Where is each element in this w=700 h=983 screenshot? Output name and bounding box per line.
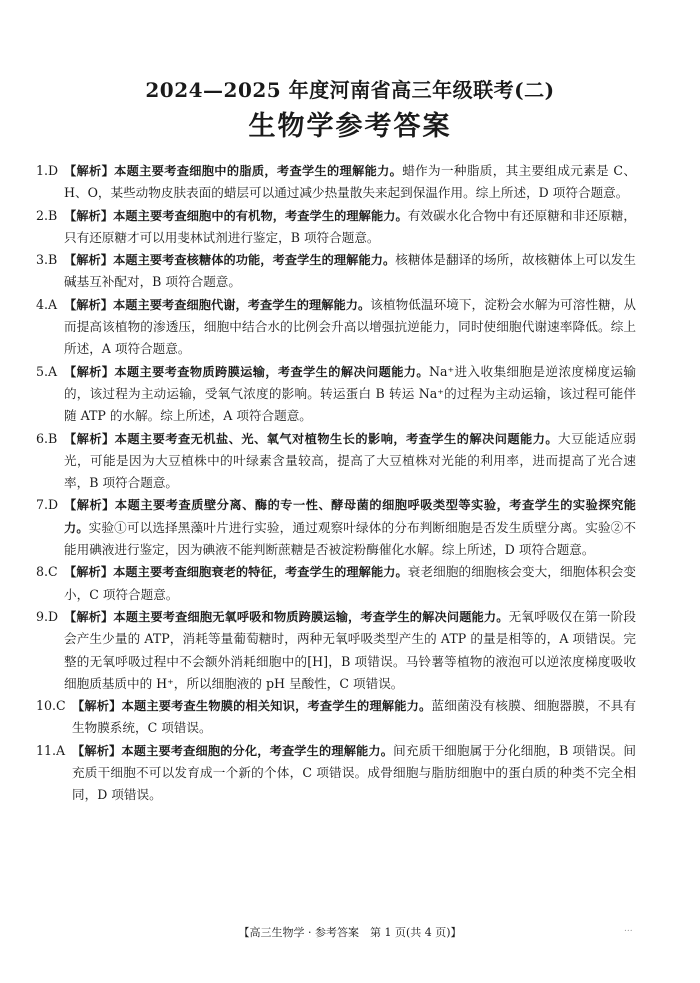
answer-item bbox=[36, 249, 636, 294]
answer-item bbox=[36, 606, 636, 695]
analysis-heading: 【解析】本题主要考查物质跨膜运输，考查学生的解决问题能力。 bbox=[64, 364, 429, 379]
analysis-body: 衰老细胞的细胞核会变大，细胞体积会变小，C 项符合题意。 bbox=[64, 564, 637, 602]
analysis-heading: 【解析】本题主要考查细胞中的脂质，考查学生的理解能力。 bbox=[64, 164, 403, 178]
analysis-body: 无氧呼吸仅在第一阶段会产生少量的 ATP，消耗等量葡萄糖时，两种无氧呼吸类型产生的 ATP 的量是相等的，A 项错误。完整的无氧呼吸过程中不会额外消耗细胞中的[H]，B 项错误。马铃薯等植物的液泡可以逆浓度梯度吸收细胞质基质中的 H⁺，所以细胞液的 pH 呈酸性，C 项错误。 bbox=[64, 608, 637, 691]
analysis-body: 核糖体是翻译的场所，故核糖体上可以发生碱基互补配对，B 项符合题意。 bbox=[64, 252, 637, 290]
answer-number: 6.B bbox=[36, 430, 58, 446]
answer-number: 4.A bbox=[36, 296, 58, 312]
answer-item bbox=[36, 361, 636, 428]
analysis-heading: 【解析】本题主要考查细胞无氧呼吸和物质跨膜运输，考查学生的解决问题能力。 bbox=[64, 609, 509, 624]
exam-title: 2024—2025 年度河南省高三年级联考(二) bbox=[145, 78, 555, 102]
answer-number: 7.D bbox=[36, 497, 59, 513]
answer-item bbox=[36, 740, 636, 807]
answer-list bbox=[36, 160, 636, 807]
analysis-heading: 【解析】本题主要考查细胞衰老的特征，考查学生的理解能力。 bbox=[64, 565, 408, 580]
answer-item bbox=[36, 294, 636, 361]
answer-item bbox=[36, 695, 636, 740]
answer-item bbox=[36, 561, 636, 606]
analysis-heading: 【解析】本题主要考查细胞中的有机物，考查学生的理解能力。 bbox=[64, 208, 408, 223]
analysis-heading: 【解析】本题主要考查细胞代谢，考查学生的理解能力。 bbox=[64, 297, 371, 312]
corner-mark: ... bbox=[624, 924, 633, 934]
analysis-body: Na⁺进入收集细胞是逆浓度梯度运输的，该过程为主动运输，受氧气浓度的影响。转运蛋白 B 转运 Na⁺的过程为主动运输，该过程可能伴随 ATP 的水解。综上所述，A 项符合题意。 bbox=[64, 363, 636, 424]
analysis-body: 大豆能适应弱光，可能是因为大豆植株中的叶绿素含量较高，提高了大豆植株对光能的利用率，进而提高了光合速率，B 项符合题意。 bbox=[64, 430, 637, 491]
analysis-body: 有效碳水化合物中有还原糖和非还原糖，只有还原糖才可以用斐林试剂进行鉴定，B 项符合题意。 bbox=[64, 207, 637, 245]
analysis-body: 蓝细菌没有核膜、细胞器膜，不具有生物膜系统，C 项错误。 bbox=[72, 698, 637, 736]
answer-number: 10.C bbox=[36, 698, 66, 714]
page-footer: 【高三生物学 · 参考答案 第 1 页(共 4 页)】 bbox=[238, 926, 462, 939]
analysis-heading: 【解析】本题主要考查核糖体的功能，考查学生的理解能力。 bbox=[64, 253, 396, 268]
analysis-heading: 【解析】本题主要考查质壁分离、酶的专一性、酵母菌的细胞呼吸类型等实验，考查学生的实验探究能力。 bbox=[64, 498, 636, 535]
analysis-heading: 【解析】本题主要考查细胞的分化，考查学生的理解能力。 bbox=[72, 743, 394, 758]
analysis-heading: 【解析】本题主要考查生物膜的相关知识，考查学生的理解能力。 bbox=[72, 699, 432, 714]
analysis-heading: 【解析】本题主要考查无机盐、光、氧气对植物生长的影响，考查学生的解决问题能力。 bbox=[64, 431, 559, 446]
answer-number: 5.A bbox=[36, 363, 58, 379]
analysis-body: 实验①可以选择黑藻叶片进行实验，通过观察叶绿体的分布判断细胞是否发生质壁分离。实验②不能用碘液进行鉴定，因为碘液不能判断蔗糖是否被淀粉酶催化水解。综上所述，D 项符合题意。 bbox=[64, 519, 637, 558]
answer-number: 9.D bbox=[36, 608, 59, 624]
analysis-body: 间充质干细胞属于分化细胞，B 项错误。间充质干细胞不可以发育成一个新的个体，C 项错误。成骨细胞与脂肪细胞中的蛋白质的种类不完全相同，D 项错误。 bbox=[72, 742, 637, 803]
answer-item bbox=[36, 160, 636, 205]
answer-number: 11.A bbox=[36, 742, 66, 758]
answer-number: 1.D bbox=[36, 163, 59, 178]
analysis-body: 该植物低温环境下，淀粉会水解为可溶性糖，从而提高该植物的渗透压，细胞中结合水的比例会升高以增强抗逆能力，同时使细胞代谢速率降低。综上所述，A 项符合题意。 bbox=[64, 296, 637, 357]
answer-item bbox=[36, 205, 636, 250]
answer-number: 8.C bbox=[36, 564, 58, 580]
analysis-body: 蜡作为一种脂质，其主要组成元素是 C、H、O，某些动物皮肤表面的蜡层可以通过减少热量散失来起到保温作用。综上所述，D 项符合题意。 bbox=[64, 163, 637, 201]
answer-item bbox=[36, 428, 636, 495]
answer-key-title: 生物学参考答案 bbox=[248, 111, 452, 142]
answer-number: 2.B bbox=[36, 207, 58, 223]
answer-number: 3.B bbox=[36, 252, 58, 268]
answer-item bbox=[36, 494, 636, 561]
